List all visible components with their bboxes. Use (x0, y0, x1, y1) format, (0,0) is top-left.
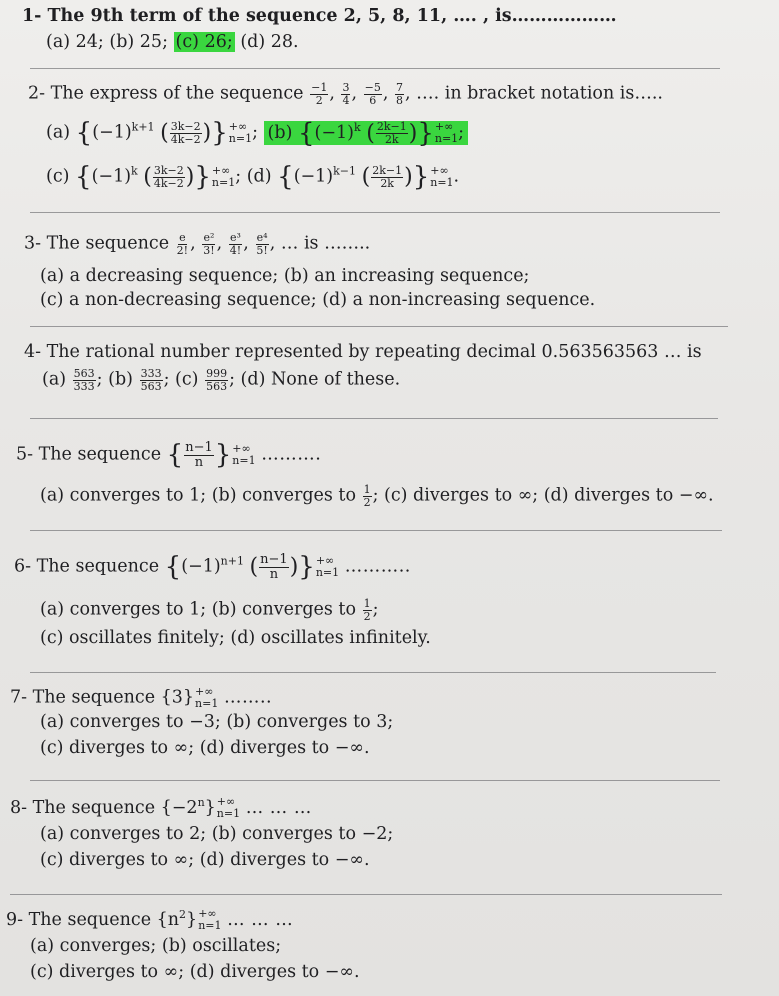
q5-half-num: 1 (363, 483, 371, 496)
q1-option-d: (d) 28. (240, 32, 299, 52)
q2-c-upper: +∞ (211, 163, 231, 177)
q6-den: n (269, 566, 279, 582)
q3-stem: 3- The sequence $\frac{e}{2!}$ , $\frac{\text{e²}}{3!}$ , $\frac{\text{e³}}{4!}$ , $\frac{\text{e⁴}}{5!}$ , … is …….. (24, 231, 371, 257)
q2-b-exp: k (353, 120, 361, 134)
q6-line1-text: (a) converges to 1; (b) converges to (40, 599, 356, 620)
q2-options-cd: (c) {$(-1)^k$ ( $\frac{3k-2}{4k-2}$ )} +∞ n=1 ; (d) {$(-1)^{k-1}$ ( $\frac{2k-1}{2k}$ )} +∞ n=1 . (46, 162, 460, 192)
q8-stem (10, 796, 312, 820)
q1-option-c-highlighted: (c) 26; (175, 32, 233, 52)
q9-close-brace: } (186, 909, 198, 930)
q4-b-label: ; (b) (96, 369, 133, 390)
q5-den: n (194, 454, 204, 470)
q4-d-label: ; (d) None of these. (229, 369, 401, 390)
q9-lower: n=1 (198, 919, 222, 933)
q4-b-den: 563 (140, 379, 162, 393)
q8-options-line2: (c) diverges to ∞; (d) diverges to −∞. (40, 850, 370, 870)
q2-c-label: (c) (46, 166, 70, 187)
q5-upper: +∞ (232, 441, 251, 455)
q2-b-num: 2k−1 (376, 119, 407, 133)
q2-seq-den-4: 8 (395, 93, 403, 107)
q7-upper: +∞ (195, 685, 214, 698)
q2-c-sign: (−1) (91, 166, 132, 187)
q2-b-label: (b) (267, 122, 293, 143)
q2-seq-num-3: −5 (364, 81, 381, 94)
q5-lower: n=1 (232, 454, 256, 467)
q7-blank: …….. (223, 687, 273, 708)
q4-c-den: 563 (206, 379, 228, 393)
q3-den-2: 3! (203, 243, 215, 257)
q3-num-4: e⁴ (256, 231, 268, 244)
q5-opt-b: ; (c) diverges to ∞; (d) diverges to −∞. (372, 485, 714, 506)
q4-a-label: (a) (42, 369, 67, 390)
q2-a-upper: +∞ (228, 119, 248, 133)
q8-options-line1: (a) converges to 2; (b) converges to −2; (40, 824, 394, 844)
q8-stem-text: 8- The sequence {−2 (10, 797, 198, 818)
q5-half-den: 2 (363, 495, 371, 509)
q2-d-upper: +∞ (430, 163, 449, 177)
q3-num-1: e (179, 231, 186, 244)
q7-lower: n=1 (195, 697, 219, 711)
q4-a-den: 333 (73, 379, 95, 393)
q2-seq-num-4: 7 (395, 81, 403, 94)
q2-b-den: 2k (384, 132, 399, 146)
q6-options-line1 (40, 598, 378, 622)
q6-options-line2: (c) oscillates finitely; (d) oscillates infinitely. (40, 628, 431, 648)
q5-stem-text: 5- The sequence (16, 444, 162, 465)
q5-blank: ………. (261, 444, 322, 465)
q2-seq-den-3: 6 (369, 93, 377, 107)
q2-a-num: 3k−2 (170, 119, 201, 133)
q1-options-ab: (a) 24; (b) 25; (46, 32, 168, 52)
q2-options-ab: (a) {$(-1)^{k+1}$ ( $\frac{3k-2}{4k-2}$ )} +∞ n=1 ; (b) {$(-1)^k$ ( $\frac{2k-1}{2k}$ )} +∞ n=1 ; (46, 118, 468, 148)
q6-stem-text: 6- The sequence (14, 556, 160, 577)
q8-lower: n=1 (216, 807, 241, 821)
q2-stem-text: 2- The express of the sequence (28, 83, 304, 104)
q9-blank: … … … (227, 909, 294, 930)
q1-options (46, 32, 299, 52)
q3-num-2: e² (203, 231, 215, 244)
q2-option-b-highlighted: (b) {$(-1)^k$ ( $\frac{2k-1}{2k}$ )} +∞ n=1 ; (264, 121, 469, 145)
q6-half-den: 2 (363, 609, 371, 623)
q4-options (42, 368, 400, 392)
divider (30, 212, 720, 213)
divider (30, 530, 722, 531)
q2-b-sign: (−1) (314, 122, 354, 143)
q2-seq-den-1: 2 (315, 93, 323, 107)
divider (30, 672, 716, 673)
q1-stem: 1- The 9th term of the sequence 2, 5, 8, 11, …. , is……………… (22, 6, 617, 26)
q6-half-num: 1 (363, 597, 371, 610)
q3-stem-text: 3- The sequence (24, 233, 170, 254)
q2-d-exp: k−1 (333, 164, 357, 178)
q6-num: n−1 (260, 551, 288, 567)
q6-lower: n=1 (315, 566, 340, 579)
q5-num: n−1 (185, 439, 213, 455)
divider (30, 780, 720, 781)
q6-exp: n+1 (220, 554, 244, 568)
q2-c-exp: k (131, 164, 138, 178)
q8-exp: n (197, 796, 205, 809)
q2-stem: 2- The express of the sequence $\frac{-1}{2}$ , $\frac{3}{4}$ , $\frac{-5}{6}$ , $\frac{7}{8}$ , …. in bracket notation is….. (28, 81, 663, 107)
q3-stem-tail: , … is …….. (269, 233, 371, 254)
q2-c-num: 3k−2 (153, 163, 184, 177)
q9-stem (6, 908, 293, 932)
q9-upper: +∞ (198, 907, 217, 921)
q6-upper: +∞ (315, 553, 335, 567)
q5-stem: 5- The sequence { $\frac{n-1}{n}$ } +∞ n=1 ………. (16, 439, 322, 470)
q9-stem-text: 9- The sequence {n (6, 909, 180, 930)
q2-d-sign: (−1) (293, 166, 334, 187)
q2-d-lower: n=1 (430, 176, 454, 189)
q9-options-line1: (a) converges; (b) oscillates; (30, 936, 282, 956)
q2-seq-num-1: −1 (311, 81, 328, 94)
q3-den-4: 5! (256, 243, 268, 257)
q4-stem: 4- The rational number represented by repeating decimal 0.563563563 … is (24, 342, 702, 362)
q2-a-label: (a) (46, 122, 71, 143)
q2-seq-den-2: 4 (342, 93, 350, 107)
q9-exp: 2 (179, 908, 187, 921)
q7-stem-text: 7- The sequence {3} (10, 687, 195, 708)
q4-b-num: 333 (140, 367, 162, 380)
q8-blank: … … … (245, 797, 312, 818)
q2-seq-num-2: 3 (342, 81, 350, 94)
q3-options-line1: (a) a decreasing sequence; (b) an increasing sequence; (40, 266, 530, 286)
divider (30, 418, 718, 419)
q2-a-lower: n=1 (228, 132, 253, 145)
q2-c-den: 4k−2 (153, 176, 184, 190)
q8-close-brace: } (204, 797, 216, 818)
q8-upper: +∞ (216, 795, 236, 809)
q4-c-label: ; (c) (163, 369, 199, 390)
q4-a-num: 563 (73, 367, 95, 380)
divider (10, 894, 722, 895)
q2-a-sign: (−1) (92, 122, 132, 143)
q6-stem: 6- The sequence {$(-1)^{n+1}$ ( $\frac{n-1}{n}$ )} +∞ n=1 ……….. (14, 551, 411, 582)
q6-sign: (−1) (181, 556, 221, 577)
q7-options-line2: (c) diverges to ∞; (d) diverges to −∞. (40, 738, 370, 758)
q9-options-line2: (c) diverges to ∞; (d) diverges to −∞. (30, 962, 360, 982)
q2-a-exp: k+1 (131, 120, 155, 134)
q5-options (40, 484, 714, 508)
q7-stem (10, 686, 272, 710)
q6-semicolon: ; (372, 599, 379, 620)
divider (30, 326, 728, 327)
q2-b-upper: +∞ (434, 119, 454, 133)
q2-b-lower: n=1 (434, 132, 459, 145)
q7-options-line1: (a) converges to −3; (b) converges to 3; (40, 712, 394, 732)
q4-c-num: 999 (206, 367, 228, 380)
q2-d-label: ; (d) (235, 166, 272, 187)
q2-d-num: 2k−1 (372, 163, 403, 177)
q3-den-3: 4! (229, 243, 242, 257)
q3-den-1: 2! (176, 243, 189, 257)
q3-num-3: e³ (230, 231, 241, 244)
divider (30, 68, 720, 69)
q5-opt-a: (a) converges to 1; (b) converges to (40, 485, 356, 506)
q2-stem-tail: , …. in bracket notation is….. (404, 83, 663, 104)
q2-a-den: 4k−2 (170, 132, 201, 146)
q2-d-den: 2k (380, 176, 394, 190)
q2-c-lower: n=1 (211, 176, 236, 189)
q6-blank: ……….. (344, 556, 411, 577)
q3-options-line2: (c) a non-decreasing sequence; (d) a non-increasing sequence. (40, 290, 596, 310)
